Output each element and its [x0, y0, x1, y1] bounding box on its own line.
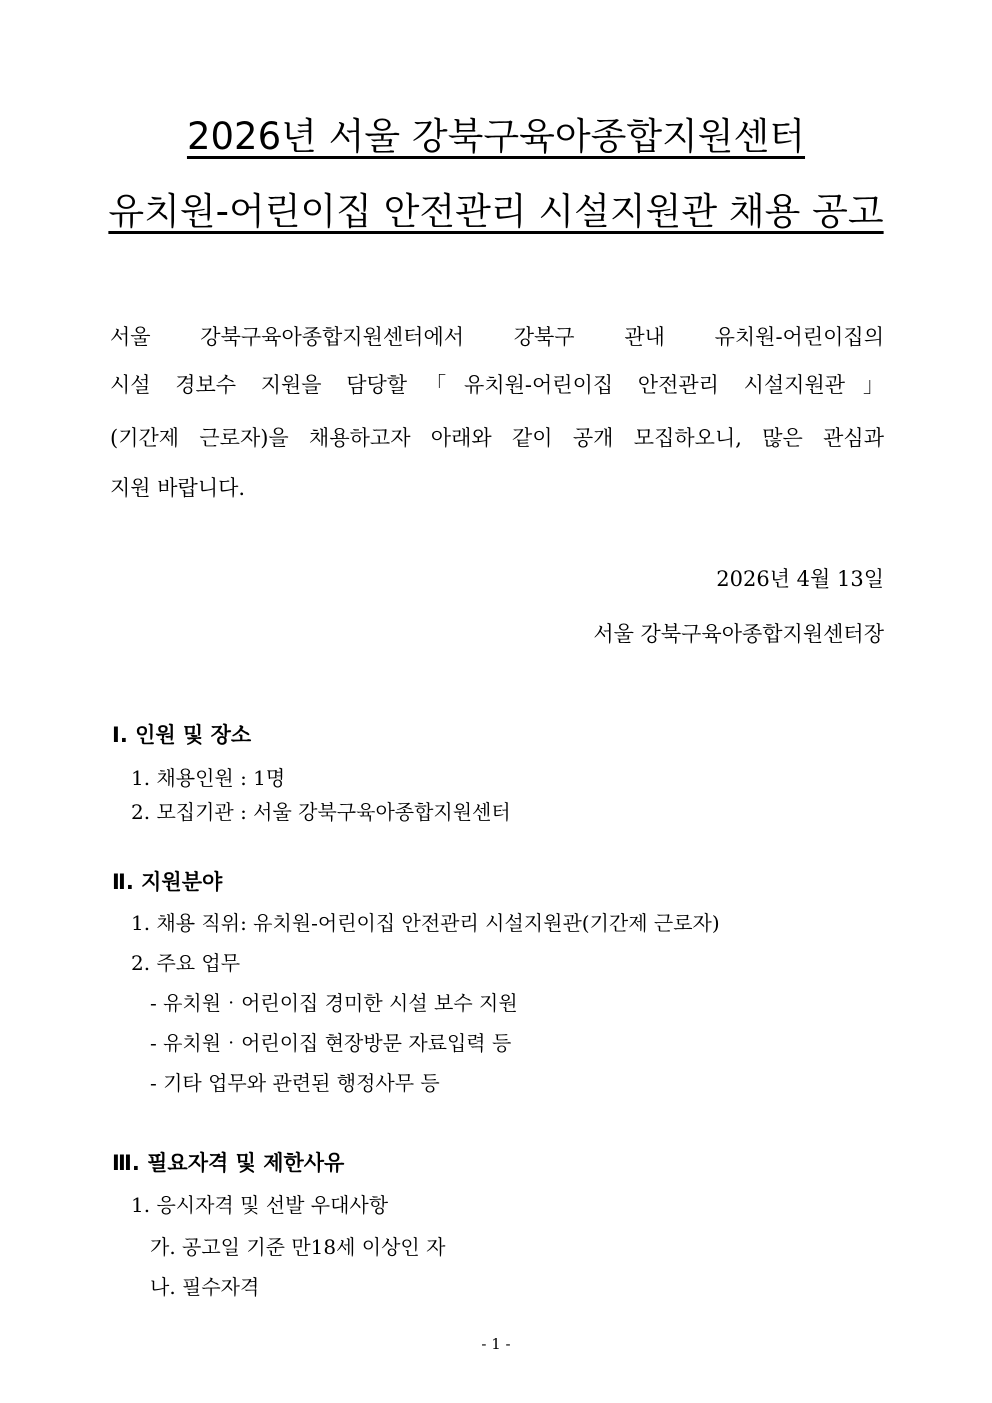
title-text-1: 2026년 서울 강북구육아종합지원센터	[186, 115, 806, 158]
section-3-sub-1: 가. 공고일 기준 만18세 이상인 자	[150, 1235, 446, 1259]
intro-paragraph-line-2: 시설 경보수 지원을 담당할「유치원-어린이집 안전관리 시설지원관」	[110, 373, 884, 397]
section-heading-2: Ⅱ. 지원분야	[112, 870, 223, 894]
section-1-item-1: 1. 채용인원 : 1명	[131, 766, 286, 790]
announcement-date: 2026년 4월 13일	[716, 567, 884, 591]
intro-paragraph-line-1: 서울 강북구육아종합지원센터에서 강북구 관내 유치원-어린이집의	[110, 325, 884, 349]
section-heading-3: Ⅲ. 필요자격 및 제한사유	[112, 1151, 345, 1175]
title-text-2: 유치원-어린이집 안전관리 시설지원관 채용 공고	[108, 190, 884, 233]
signature: 서울 강북구육아종합지원센터장	[593, 622, 884, 646]
section-2-item-1: 1. 채용 직위: 유치원-어린이집 안전관리 시설지원관(기간제 근로자)	[131, 911, 720, 935]
section-2-bullet-1: - 유치원‧어린이집 경미한 시설 보수 지원	[150, 991, 518, 1015]
section-heading-1: Ⅰ. 인원 및 장소	[112, 723, 252, 747]
section-2-bullet-3: - 기타 업무와 관련된 행정사무 등	[150, 1071, 440, 1095]
page-number: - 1 -	[481, 1335, 511, 1353]
document-title-line-2	[0, 187, 992, 237]
intro-paragraph-line-3: (기간제 근로자)을 채용하고자 아래와 같이 공개 모집하오니, 많은 관심과	[110, 426, 884, 450]
section-3-item-1: 1. 응시자격 및 선발 우대사항	[131, 1193, 389, 1217]
document-title-line-1	[0, 112, 992, 162]
intro-paragraph-line-4: 지원 바랍니다.	[110, 476, 246, 500]
section-3-sub-2: 나. 필수자격	[150, 1275, 260, 1299]
section-1-item-2: 2. 모집기관 : 서울 강북구육아종합지원센터	[131, 800, 511, 824]
section-2-bullet-2: - 유치원‧어린이집 현장방문 자료입력 등	[150, 1031, 512, 1055]
section-2-item-2: 2. 주요 업무	[131, 951, 241, 975]
